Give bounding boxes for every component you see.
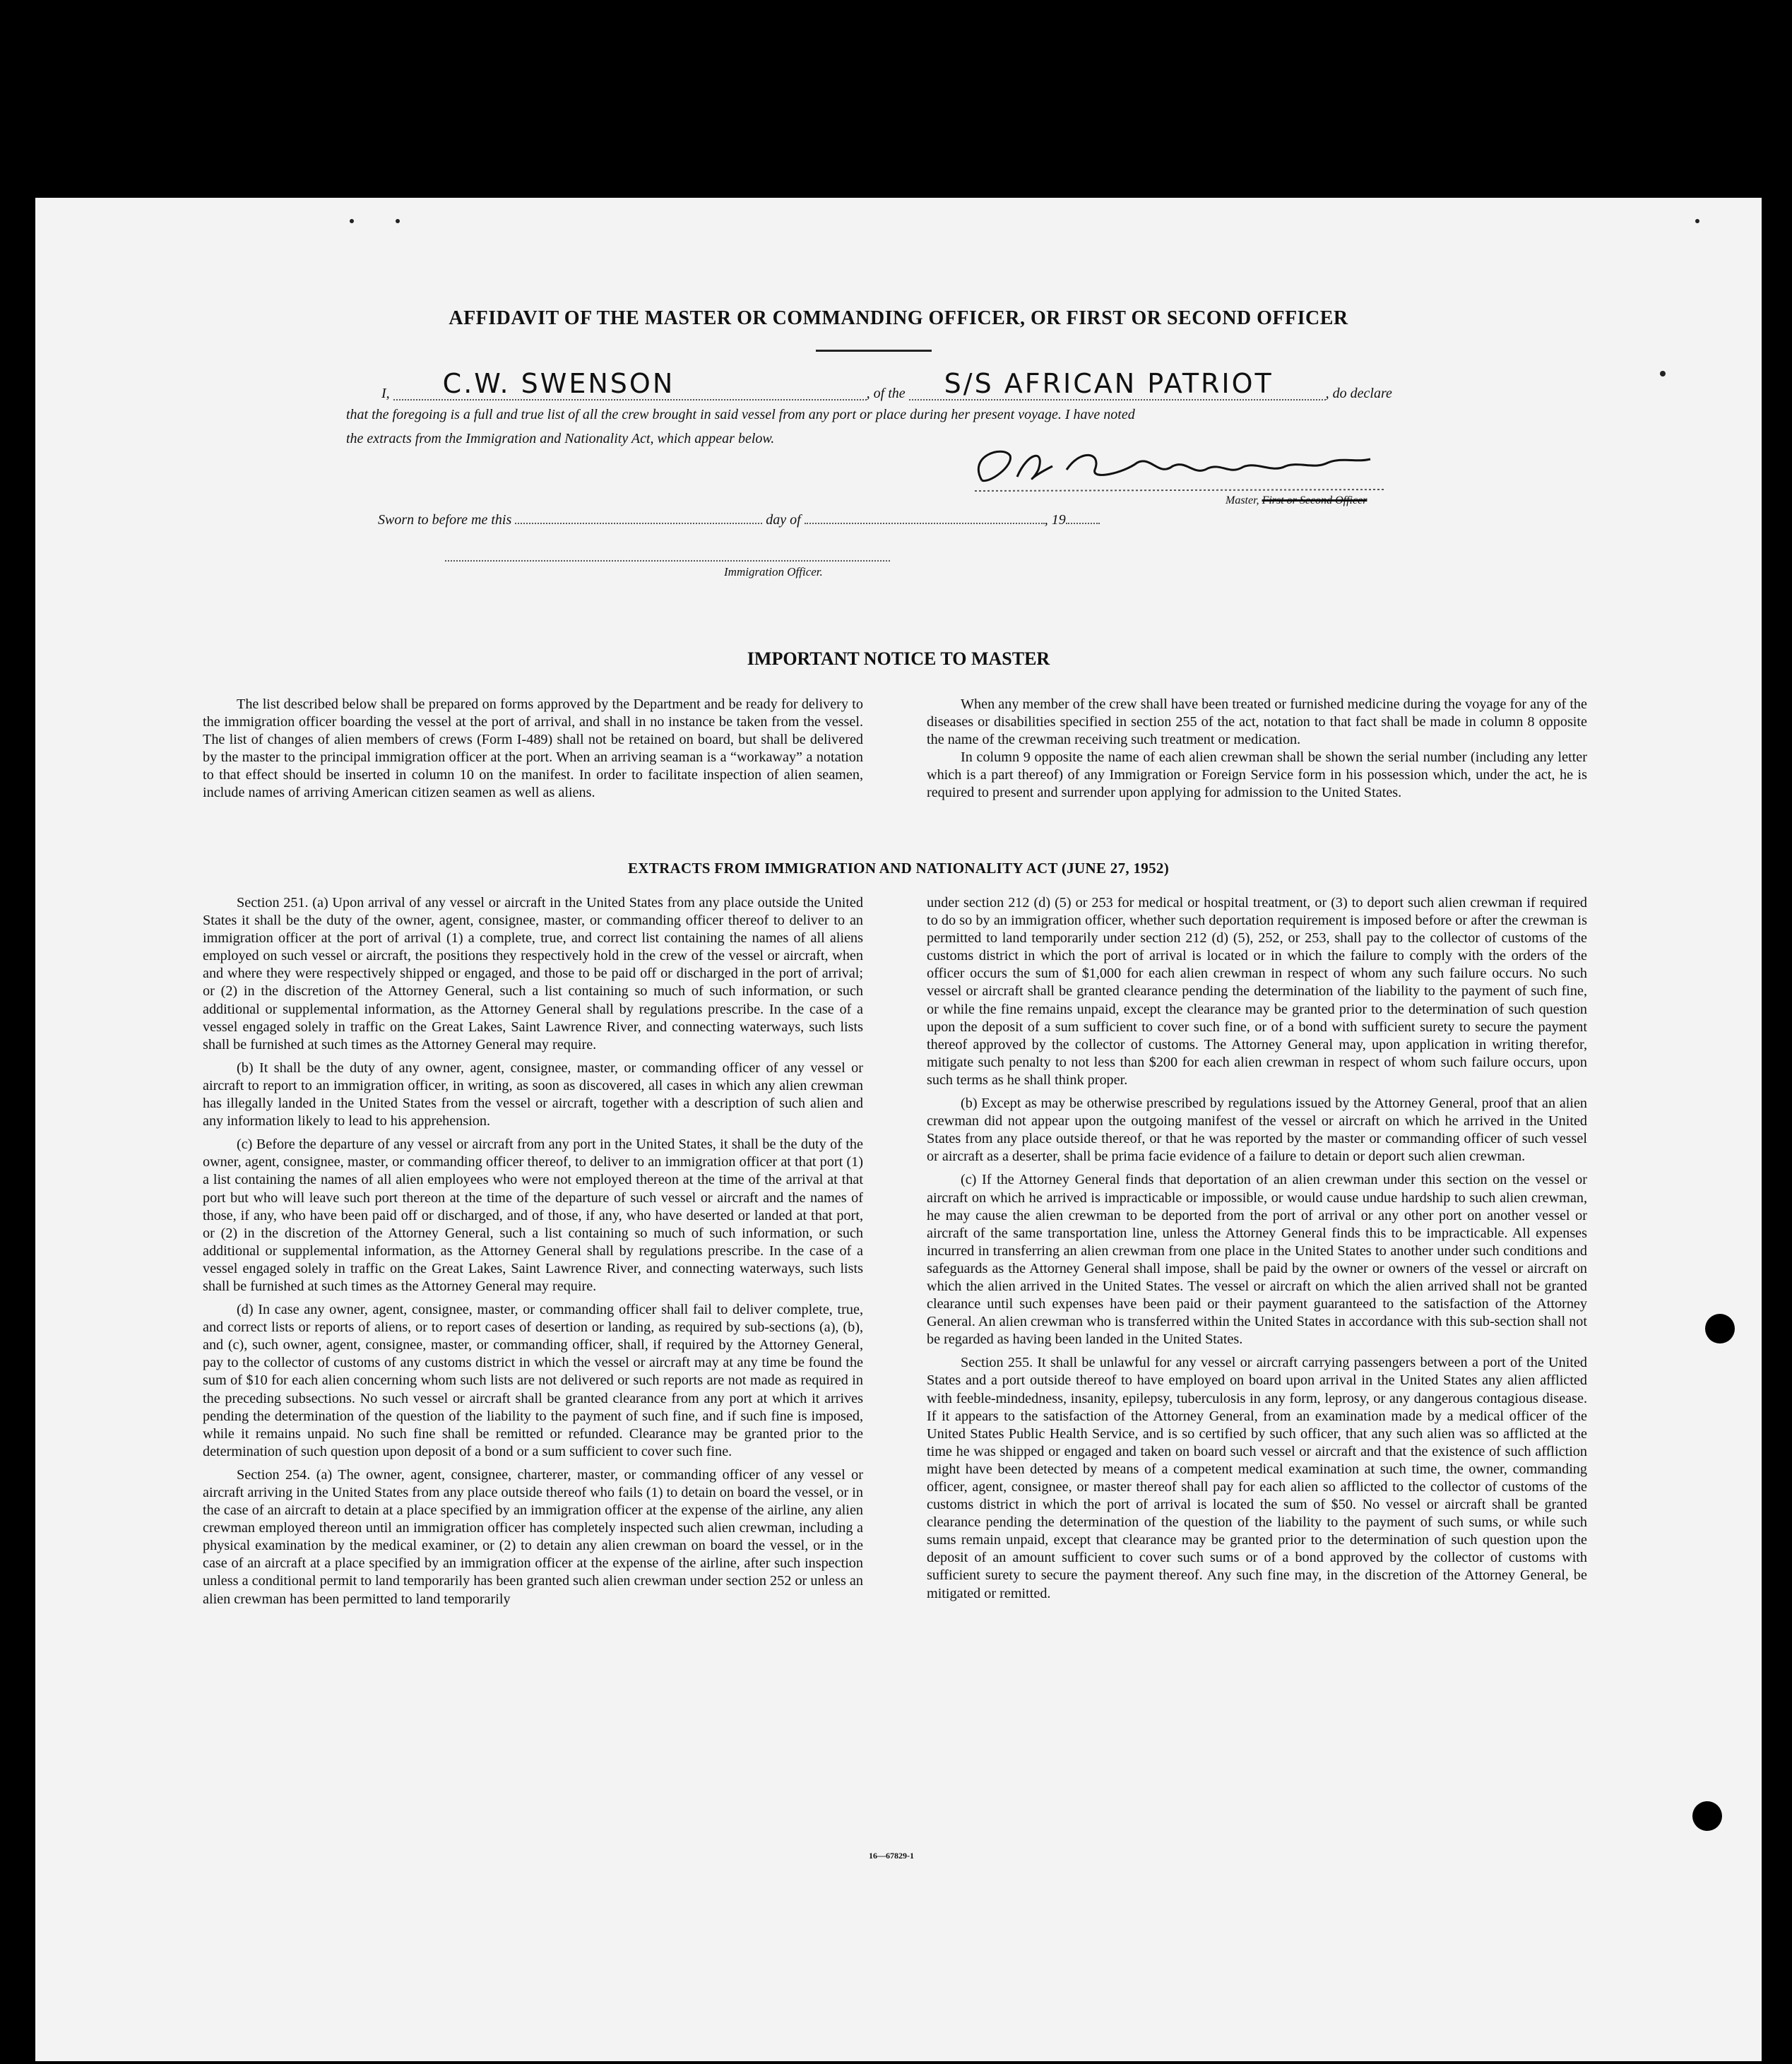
affidavit-title: AFFIDAVIT OF THE MASTER OR COMMANDING OFFICER, OR FIRST OR SECOND OFFICER: [449, 307, 1348, 329]
section-254-a-continued: under section 212 (d) (5) or 253 for medical or hospital treatment, or (3) to deport such alien crewman if required to do so by an immigration officer, whether such deportation requirement is imposed before or after the crewman is permitted to land temporarily under section 212 (d) (5), 252, or 253, shall pay to the collector of customs of the customs district in which the port of arrival is located or in which the failure to comply with the orders of the officer occurs the sum of $1,000 for each alien crewman in respect of whom any such failure occurs. No such vessel or aircraft shall be granted clearance pending the determination of the liability to the payment of such fine, or while the fine remains unpaid, except the clearance may be granted prior to the determination of such question upon the deposit of a sum sufficient to cover such fine, or of a bond with sufficient surety to secure the payment thereof approved by the collector of customs. The Attorney General may, upon application in writing therefor, mitigate such penalty to not less than $200 for each alien crewman in respect of whom such failure occurs, upon such terms as he shall think proper.: [927, 895, 1587, 1088]
section-251-b: (b) It shall be the duty of any owner, agent, consignee, master, or commanding officer of any vessel or aircraft to report to an immigration officer, in writing, as soon as discovered, all cases in which any alien crewman has illegally landed in the United States from the vessel or aircraft, together with a description of such alien and any information likely to lead to his apprehension.: [203, 1060, 863, 1129]
notice-right-column: [927, 696, 1587, 808]
immigration-officer-blank: [445, 560, 890, 562]
section-251-c: (c) Before the departure of any vessel or aircraft from any port in the United States, it shall be the duty of the owner, agent, consignee, master, or commanding officer thereof, to deliver to an immigration officer at that port (1) a list containing the names of all alien employees who were not employed thereon at the time of the arrival at that port but who will leave such port thereon at the time of the departure of such vessel or aircraft and the names of those, if any, who have been paid off or discharged, and of those, if any, who have deserted or landed at that port, or (2) in the discretion of the Attorney General, such a list containing so much of such information, or such additional or supplemental information, as the Attorney General shall by regulations prescribe. In the case of a vessel engaged solely in traffic on the Great Lakes, Saint Lawrence River, and connecting waterways, such lists shall be furnished at such times as the Attorney General may require.: [203, 1137, 863, 1294]
day-of-label: day of: [766, 512, 801, 528]
vessel-name: S/S AFRICAN PATRIOT: [944, 368, 1274, 399]
speck-mark: [396, 219, 400, 223]
form-number: 16—67829-1: [869, 1851, 914, 1861]
immigration-officer-caption: Immigration Officer.: [724, 565, 823, 579]
notice-left-column: [203, 696, 863, 808]
year-blank: [1066, 521, 1100, 524]
speck-mark: [1695, 219, 1699, 223]
master-label: Master,: [1226, 494, 1259, 506]
declarant-name: C.W. SWENSON: [442, 368, 675, 399]
section-251-d: (d) In case any owner, agent, consignee, master, or commanding officer shall fail to deliver complete, true, and correct lists or reports of aliens, or to report cases of desertion or landing, as required by sub-sections (a), (b), and (c), such owner, agent, consignee, master, or commanding officer, shall, if required by the Attorney General, pay to the collector of customs of any customs district in which the vessel or aircraft may at any time be found the sum of $10 for each alien concerning whom such lists are not delivered or such reports are not made as required in the preceding subsections. No such vessel or aircraft shall be granted clearance from any port at which it arrives pending the determination of the question of the liability to the payment of such fine, and if such fine is imposed, while it remains unpaid. No such fine shall be remitted or refunded. Clearance may be granted prior to the determination of such question upon deposit of a bond or a sum sufficient to cover such fine.: [203, 1302, 863, 1459]
i-label: I,: [381, 386, 390, 401]
extracts-left-column: [203, 894, 863, 1614]
section-251-a: Section 251. (a) Upon arrival of any vessel or aircraft in the United States from any place outside the United States it shall be the duty of the owner, agent, consignee, master, or commanding officer thereof to deliver to an immigration officer at the port of arrival (1) a complete, true, and correct list containing the names of all aliens employed on such vessel or aircraft, the positions they respectively hold in the crew of the vessel or aircraft, when and where they were respectively shipped or engaged, and those to be paid off or discharged in the port of arrival; or (2) in the discretion of the Attorney General, such a list containing so much of such information, or such additional or supplemental information, as the Attorney General shall by regulations prescribe. In the case of a vessel engaged solely in traffic on the Great Lakes, Saint Lawrence River, and connecting waterways, such lists shall be furnished at such times as the Attorney General may require.: [203, 895, 863, 1052]
extracts-right-column: [927, 894, 1587, 1608]
form-page: [35, 198, 1762, 2061]
extracts-heading: EXTRACTS FROM IMMIGRATION AND NATIONALITY ACT (JUNE 27, 1952): [628, 860, 1169, 877]
sworn-label: Sworn to before me this: [378, 512, 512, 528]
month-blank: [805, 521, 1045, 524]
name-blank: [393, 368, 867, 401]
notice-right-paragraph-1: When any member of the crew shall have been treated or furnished medicine during the voyage for any of the diseases or disabilities specified in section 255 of the act, notation to that fact shall be made in column 8 opposite the name of the crewman receiving such treatment or medication.: [927, 696, 1587, 748]
struck-officer-label: First or Second Officer: [1262, 494, 1367, 506]
notice-left-paragraph: The list described below shall be prepared on forms approved by the Department and be ready for delivery to the immigration officer boarding the vessel at the port of arrival, and shall in no instance be taken from the vessel. The list of changes of alien members of crews (Form I-489) shall not be retained on board, but shall be delivered by the master to the principal immigration officer at the port. When an arriving seaman is a “workaway” a notation to that effect should be inserted in column 10 on the manifest. In order to facilitate inspection of alien seamen, include names of arriving American citizen seamen as well as aliens.: [203, 696, 863, 801]
declaration-line: [381, 368, 1392, 402]
section-254-a: Section 254. (a) The owner, agent, consignee, charterer, master, or commanding officer of any vessel or aircraft arriving in the United States from any place outside thereof who fails (1) to detain on board the vessel, or in the case of an aircraft to detain at a place specified by an immigration officer at the expense of the airline, any alien crewman employed thereon until an immigration officer has completely inspected such alien crewman, including a physical examination by the medical examiner, or (2) to detain any alien crewman on board the vessel, or in the case of an aircraft at a place specified by an immigration officer at the expense of the airline, after such inspection unless a conditional permit to land temporarily has been granted such alien crewman under section 252 or unless an alien crewman has been permitted to land temporarily: [203, 1466, 863, 1607]
sworn-line: [378, 512, 1100, 528]
notice-heading: IMPORTANT NOTICE TO MASTER: [747, 648, 1050, 669]
vessel-blank: [909, 368, 1326, 401]
declaration-line-3: the extracts from the Immigration and Nationality Act, which appear below.: [346, 431, 775, 446]
speck-mark: [350, 219, 354, 223]
of-the-label: , of the: [866, 386, 906, 401]
speck-mark: [1660, 371, 1666, 376]
punch-hole: [1692, 1801, 1722, 1831]
do-declare-label: , do declare: [1325, 386, 1392, 401]
section-254-c: (c) If the Attorney General finds that deportation of an alien crewman under this section on the vessel or aircraft on which he arrived is impracticable or impossible, or would cause undue hardship to such alien crewman, he may cause the alien crewman to be deported from the port of arrival or any other port on another vessel or aircraft of the same transportation line, unless the Attorney General finds this to be impracticable. All expenses incurred in transferring an alien crewman from one place in the United States to another under such conditions and safeguards as the Attorney General shall impose, shall be paid by the owner or owners of the vessel or aircraft on which the alien arrived in the United States. The vessel or aircraft on which the alien arrived shall not be granted clearance until such expenses have been paid or their payment guaranteed to the satisfaction of the Attorney General. An alien crewman who is transferred within the United States in accordance with this sub-section shall not be regarded as having been landed in the United States.: [927, 1172, 1587, 1348]
year-label: , 19: [1044, 512, 1066, 528]
notice-right-paragraph-2: In column 9 opposite the name of each alien crewman shall be shown the serial number (including any letter which is a part thereof) of any Immigration or Foreign Service form in his possession which, under the act, he is required to present and surrender upon applying for admission to the United States.: [927, 749, 1587, 801]
declaration-line-2: that the foregoing is a full and true list of all the crew brought in said vessel from any port or place during her present voyage. I have noted: [346, 407, 1135, 422]
title-rule: [816, 350, 932, 352]
signature-image: [961, 441, 1399, 498]
sworn-day-blank: [515, 521, 762, 524]
punch-hole: [1705, 1314, 1735, 1344]
section-254-b: (b) Except as may be otherwise prescribed by regulations issued by the Attorney General, proof that an alien crewman did not appear upon the outgoing manifest of the vessel or aircraft on which he arrived in the United States from any place outside thereof, or that he was reported by the master or commanding officer of such vessel or aircraft as a deserter, shall be prima facie evidence of a failure to detain or deport such alien crewman.: [927, 1096, 1587, 1165]
section-255: Section 255. It shall be unlawful for any vessel or aircraft carrying passengers between a port of the United States and a port outside thereof to have employed on board upon arrival in the United States any alien afflicted with feeble-mindedness, insanity, epilepsy, tuberculosis in any form, leprosy, or any dangerous contagious disease. If it appears to the satisfaction of the Attorney General, from an examination made by a medical officer of the United States Public Health Service, and is so certified by such officer, that any such alien was so afflicted at the time he was shipped or engaged and taken on board such vessel or aircraft and that the existence of such affliction might have been detected by means of a competent medical examination at such time, the owner, commanding officer, agent, consignee, or master thereof shall pay for each alien so afflicted to the collector of customs of the customs district in which the port of arrival is located the sum of $50. No vessel or aircraft shall be granted clearance pending the determination of the question of the liability to the payment of such sums, or while such sums remain unpaid, except that clearance may be granted prior to the determination of such question upon the deposit of an amount sufficient to cover such sums or of a bond approved by the collector of customs with sufficient surety to secure the payment thereof. Any such fine may, in the discretion of the Attorney General, be mitigated or remitted.: [927, 1355, 1587, 1601]
signature-caption: [1226, 494, 1367, 507]
